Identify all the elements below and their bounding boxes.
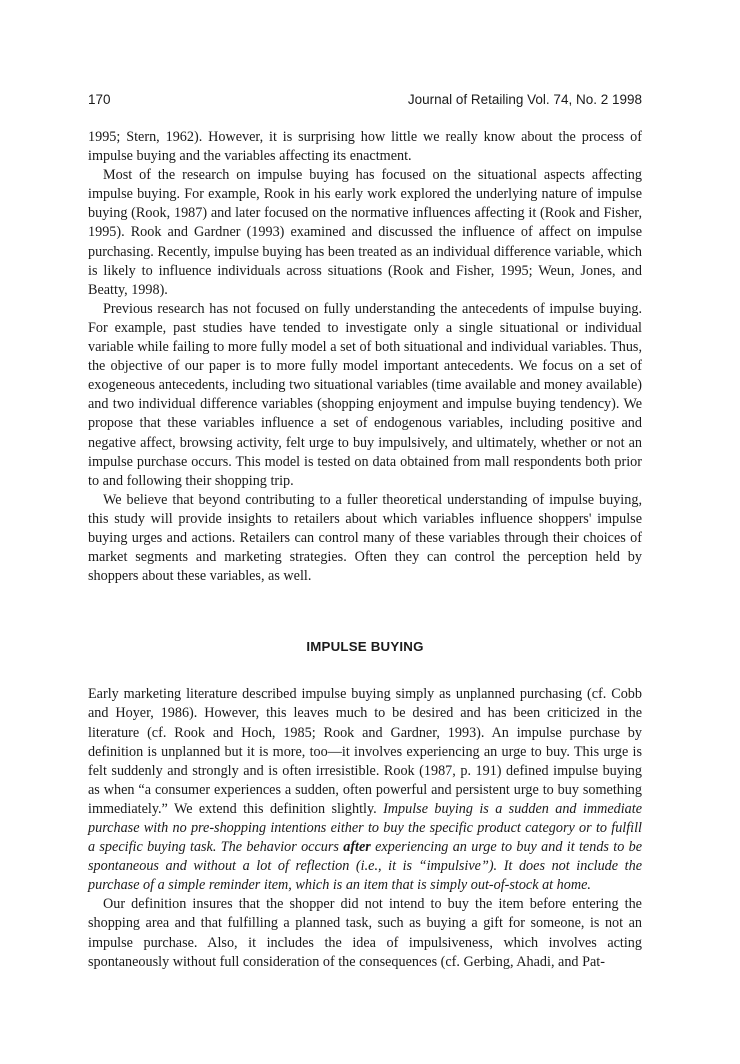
section-heading: IMPULSE BUYING xyxy=(306,639,424,655)
paragraph-definition-explained: Our definition insures that the shopper did not intend to buy the item before entering the shopping area and that fulfilling a planned task, such as buying a gift for someone, is not an impulse purchase. Also, it includes the idea of impulsiveness, which involves acting spontaneously without full consideration of the consequences (cf. Gerbing, Ahadi, and Pat- xyxy=(88,896,642,970)
running-header xyxy=(88,88,642,128)
definition-emphasis: after xyxy=(343,839,371,856)
journal-citation: Journal of Retailing Vol. 74, No. 2 1998 xyxy=(407,92,642,107)
page xyxy=(88,88,642,972)
paragraph-contribution: We believe that beyond contributing to a fuller theoretical understanding of impulse buying, this study will provide insights to retailers about which variables influence shoppers' impulse buying urges and actions. Retailers can control many of these variables through their choices of market segments and marketing strategies. Often they can control the perception held by shoppers about these variables, as well. xyxy=(88,491,642,585)
page-number: 170 xyxy=(88,92,111,107)
paragraph-situational-research: Most of the research on impulse buying has focused on the situational aspects affecting impulse buying. For example, Rook in his early work explored the underlying nature of impulse buying (Rook, 1987) and later focused on the normative influences affecting it (Rook and Fisher, 1995). Rook and Gardner (1993) examined and discussed the influence of affect on impulse purchasing. Recently, impulse buying has been treated as an individual difference variable, which is likely to influence individuals across situations (Rook and Fisher, 1995; Weun, Jones, and Beatty, 1998). xyxy=(88,167,642,298)
definition-italic-part1: Impulse buying is a sudden and immediate purchase with no pre-shopping intentions either to buy the specific product category or to fulfill a specific buying task. The behavior occurs xyxy=(88,800,642,856)
definition-lead-text: Early marketing literature described impulse buying simply as unplanned purchasing (cf. Cobb and Hoyer, 1986). However, this leaves much to be desired and has been criticized in the literature (cf. Rook and Hoch, 1985; Rook and Gardner, 1993). An impulse purchase by definition is unplanned but it is more, too—it involves experiencing an urge to buy. This urge is felt suddenly and strongly and is often irresistible. Rook (1987, p. 191) defined impulse buying as when “a consumer experiences a sudden, often powerful and persistent urge to buy something immediately.” We extend this definition slightly. xyxy=(88,686,642,817)
paragraph-definition xyxy=(88,685,642,895)
body-text xyxy=(88,128,642,972)
paragraph-continued: 1995; Stern, 1962). However, it is surprising how little we really know about the process of impulse buying and the variables affecting its enactment. xyxy=(88,129,642,165)
definition-italic-part2: experiencing an urge to buy and it tends to be spontaneous and without a lot of reflection (i.e., it is “impulsive”). It does not include the purchase of a simple reminder item, which is an item that is simply out-of-stock at home. xyxy=(88,839,642,894)
paragraph-antecedents: Previous research has not focused on fully understanding the antecedents of impulse buying. For example, past studies have tended to investigate only a single situational or individual variable while failing to more fully model a set of both situational and individual variables. Thus, the objective of our paper is to more fully model important antecedents. We focus on a set of exogeneous antecedents, including two situational variables (time available and money available) and two individual difference variables (shopping enjoyment and impulse buying tendency). We propose that these variables influence a set of endogenous variables, including positive and negative affect, browsing activity, felt urge to buy impulsively, and ultimately, whether or not an impulse purchase occurs. This model is tested on data obtained from mall respondents both prior to and following their shopping trip. xyxy=(88,300,642,489)
